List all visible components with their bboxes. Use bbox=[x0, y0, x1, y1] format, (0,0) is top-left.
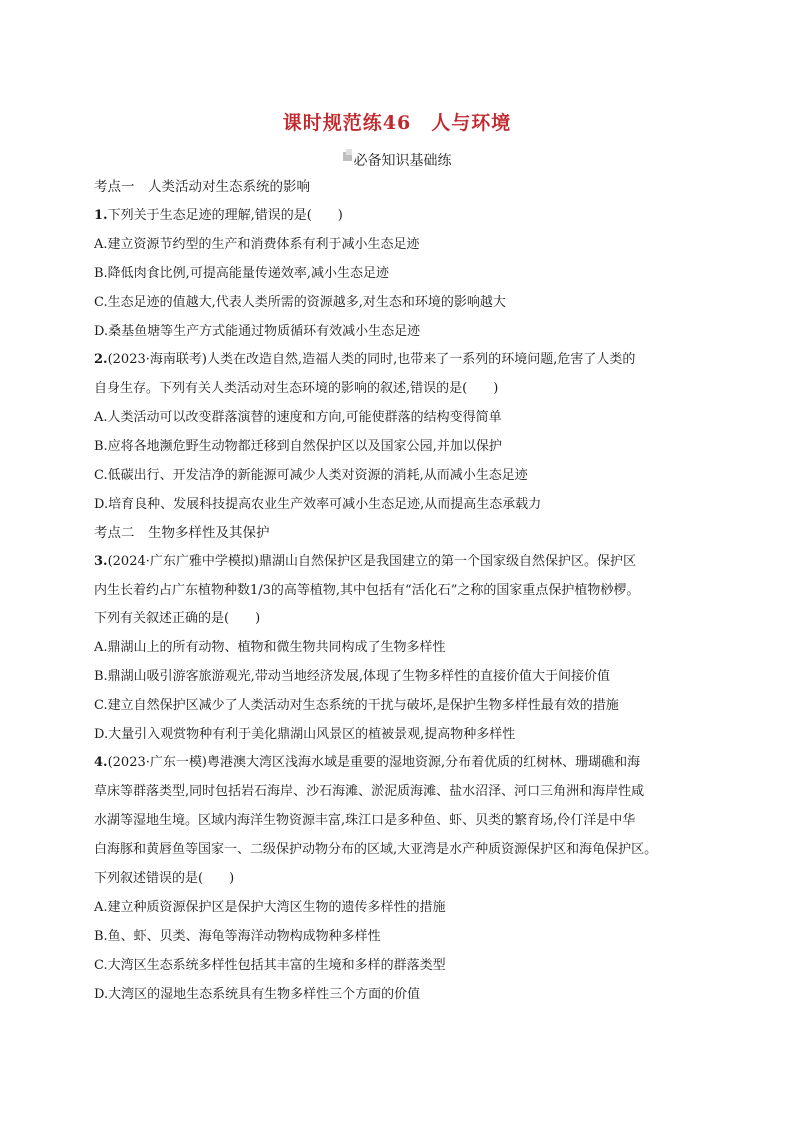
question-number: 1. bbox=[94, 208, 108, 223]
question-1-option-d: D.桑基鱼塘等生产方式能通过物质循环有效减小生态足迹 bbox=[94, 324, 421, 339]
question-2-stem-line-1 bbox=[94, 351, 734, 369]
section-heading: 考点二 生物多样性及其保护 bbox=[94, 525, 270, 541]
question-4-stem-line-5: 下列叙述错误的是( ) bbox=[94, 871, 235, 886]
question-4-option-a: A.建立种质资源保护区是保护大湾区生物的遗传多样性的措施 bbox=[94, 900, 446, 915]
question-1-stem bbox=[94, 207, 734, 225]
page-title: 课时规范练46 人与环境 bbox=[282, 112, 512, 134]
question-4-stem-line-3: 水湖等湿地生境。区域内海洋生物资源丰富,珠江口是多种鱼、虾、贝类的繁育场,伶仃洋是中华 bbox=[94, 813, 636, 828]
question-4-option-d: D.大湾区的湿地生态系统具有生物多样性三个方面的价值 bbox=[94, 987, 421, 1002]
question-text: 下列关于生态足迹的理解,错误的是( ) bbox=[107, 208, 343, 223]
question-3-stem-line-3: 下列有关叙述正确的是( ) bbox=[94, 611, 261, 626]
question-number: 4. bbox=[94, 755, 108, 770]
question-3-option-d: D.大量引入观赏物种有利于美化鼎湖山风景区的植被景观,提高物种多样性 bbox=[94, 727, 516, 742]
section-heading: 考点一 人类活动对生态系统的影响 bbox=[94, 179, 310, 195]
banner-icon bbox=[343, 152, 352, 161]
question-4-stem-line-1 bbox=[94, 754, 734, 772]
question-3-option-a: A.鼎湖山上的所有动物、植物和微生物共同构成了生物多样性 bbox=[94, 640, 446, 655]
question-2-stem-line-2: 自身生存。下列有关人类活动对生态环境的影响的叙述,错误的是( ) bbox=[94, 381, 499, 396]
question-1-option-a: A.建立资源节约型的生产和消费体系有利于减小生态足迹 bbox=[94, 237, 420, 252]
question-2-option-b: B.应将各地濒危野生动物都迁移到自然保护区以及国家公园,并加以保护 bbox=[94, 439, 502, 454]
question-2-option-c: C.低碳出行、开发洁净的新能源可减少人类对资源的消耗,从而减小生态足迹 bbox=[94, 468, 528, 483]
question-3-option-c: C.建立自然保护区减少了人类活动对生态系统的干扰与破坏,是保护生物多样性最有效的措施 bbox=[94, 698, 619, 713]
question-4-option-b: B.鱼、虾、贝类、海龟等海洋动物构成物种多样性 bbox=[94, 929, 381, 944]
question-2-option-a: A.人类活动可以改变群落演替的速度和方向,可能使群落的结构变得简单 bbox=[94, 410, 502, 425]
question-1-option-c: C.生态足迹的值越大,代表人类所需的资源越多,对生态和环境的影响越大 bbox=[94, 295, 506, 310]
question-text: (2023·海南联考)人类在改造自然,造福人类的同时,也带来了一系列的环境问题,危害了人类的 bbox=[107, 352, 636, 367]
question-4-option-c: C.大湾区生态系统多样性包括其丰富的生境和多样的群落类型 bbox=[94, 958, 446, 973]
question-3-option-b: B.鼎湖山吸引游客旅游观光,带动当地经济发展,体现了生物多样性的直接价值大于间接价值 bbox=[94, 669, 610, 684]
question-2-option-d: D.培育良种、发展科技提高农业生产效率可减小生态足迹,从而提高生态承载力 bbox=[94, 497, 542, 512]
question-4-stem-line-2: 草床等群落类型,同时包括岩石海岸、沙石海滩、淤泥质海滩、盐水沼泽、河口三角洲和海岸性咸 bbox=[94, 784, 645, 799]
question-number: 3. bbox=[94, 554, 108, 569]
section-banner-text: 必备知识基础练 bbox=[353, 153, 452, 169]
question-text: (2024·广东广雅中学模拟)鼎湖山自然保护区是我国建立的第一个国家级自然保护区。保护区 bbox=[107, 554, 636, 569]
question-3-stem-line-1 bbox=[94, 553, 734, 571]
section-banner bbox=[0, 150, 794, 170]
question-3-stem-line-2: 内生长着约占广东植物种数1/3的高等植物,其中包括有“活化石”之称的国家重点保护植物桫椤。 bbox=[94, 583, 640, 598]
question-4-stem-line-4: 白海豚和黄唇鱼等国家一、二级保护动物分布的区域,大亚湾是水产种质资源保护区和海龟保护区。 bbox=[94, 842, 658, 857]
question-1-option-b: B.降低肉食比例,可提高能量传递效率,减小生态足迹 bbox=[94, 266, 389, 281]
question-number: 2. bbox=[94, 352, 108, 367]
question-text: (2023·广东一模)粤港澳大湾区浅海水域是重要的湿地资源,分布着优质的红树林、珊瑚礁和海 bbox=[107, 755, 641, 770]
